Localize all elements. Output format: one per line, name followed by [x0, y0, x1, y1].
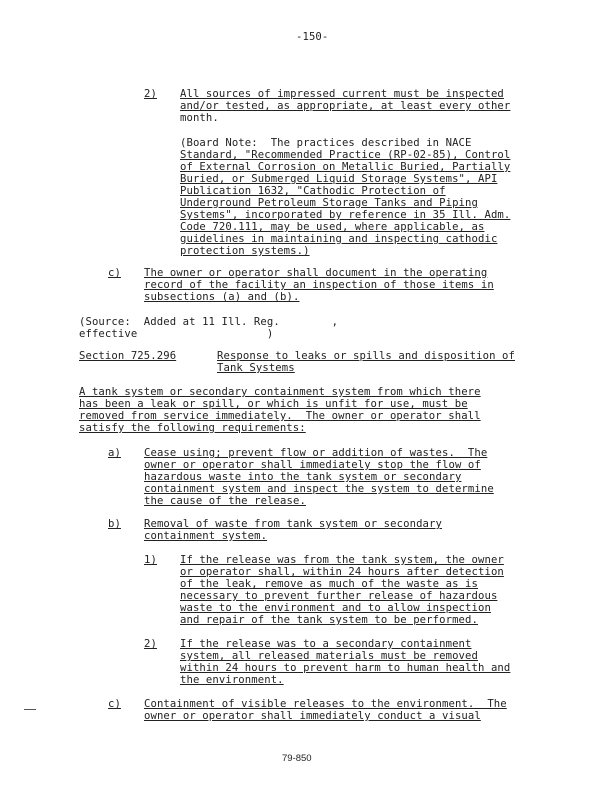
intro-line: removed from service immediately. The owner or operator shall: [79, 410, 481, 422]
item-line: within 24 hours to prevent harm to human health and: [180, 662, 511, 674]
item-line: or operator shall, within 24 hours after detection: [180, 566, 504, 578]
item-line: month.: [180, 112, 219, 124]
board-note-line: of External Corrosion on Metallic Buried, Partially: [180, 161, 511, 173]
item-line: If the release was from the tank system, the owner: [180, 554, 504, 566]
page-header: -150-: [296, 31, 329, 43]
item-line: If the release was to a secondary containment: [180, 638, 472, 650]
item-line: Containment of visible releases to the environment. The: [144, 698, 507, 710]
board-note-line: (Board Note: The practices described in NACE: [180, 137, 472, 149]
section-title-line: Tank Systems: [217, 362, 295, 374]
item-line: the environment.: [180, 674, 284, 686]
item-line: The owner or operator shall document in the operating: [144, 267, 488, 279]
item-line: system, all released materials must be removed: [180, 650, 478, 662]
item-label: a): [108, 447, 121, 459]
item-line: the cause of the release.: [144, 495, 306, 507]
board-note-line: guidelines in maintaining and inspecting cathodic: [180, 233, 498, 245]
item-line: Removal of waste from tank system or secondary: [144, 518, 442, 530]
item-line: necessary to prevent further release of hazardous: [180, 590, 498, 602]
item-line: All sources of impressed current must be inspected: [180, 88, 504, 100]
item-line: Cease using; prevent flow or addition of wastes. The: [144, 447, 488, 459]
item-label: 2): [144, 88, 157, 100]
item-label: 1): [144, 554, 157, 566]
source-note-line: effective ): [79, 328, 274, 340]
intro-line: satisfy the following requirements:: [79, 422, 306, 434]
item-line: containment system and inspect the system to determine: [144, 483, 494, 495]
board-note-line: Systems", incorporated by reference in 35 Ill. Adm.: [180, 209, 511, 221]
page-footer: 79-850: [282, 753, 312, 764]
board-note-line: Standard, "Recommended Practice (RP-02-85), Control: [180, 149, 511, 161]
board-note-line: Underground Petroleum Storage Tanks and Piping: [180, 197, 478, 209]
section-title-line: Response to leaks or spills and disposition of: [217, 350, 515, 362]
board-note-line: Publication 1632, "Cathodic Protection of: [180, 185, 446, 197]
item-label: 2): [144, 638, 157, 650]
item-line: containment system.: [144, 530, 268, 542]
board-note-line: Buried, or Submerged Liquid Storage Systems", API: [180, 173, 498, 185]
item-line: of the leak, remove as much of the waste as is: [180, 578, 478, 590]
margin-mark: [24, 709, 36, 710]
item-line: waste to the environment and to allow inspection: [180, 602, 491, 614]
item-line: subsections (a) and (b).: [144, 291, 300, 303]
intro-line: A tank system or secondary containment system from which there: [79, 386, 481, 398]
item-label: c): [108, 267, 121, 279]
board-note-line: Code 720.111, may be used, where applicable, as: [180, 221, 485, 233]
item-line: record of the facility an inspection of those items in: [144, 279, 494, 291]
item-line: hazardous waste into the tank system or secondary: [144, 471, 462, 483]
section-number: Section 725.296: [79, 350, 177, 362]
item-line: owner or operator shall immediately stop the flow of: [144, 459, 481, 471]
item-label: c): [108, 698, 121, 710]
board-note-line: protection systems.): [180, 245, 310, 257]
item-line: and repair of the tank system to be performed.: [180, 614, 478, 626]
intro-line: has been a leak or spill, or which is unfit for use, must be: [79, 398, 468, 410]
item-line: owner or operator shall immediately conduct a visual: [144, 710, 481, 722]
source-note-line: (Source: Added at 11 Ill. Reg. ,: [79, 316, 339, 328]
item-line: and/or tested, as appropriate, at least every other: [180, 100, 511, 112]
item-label: b): [108, 518, 121, 530]
